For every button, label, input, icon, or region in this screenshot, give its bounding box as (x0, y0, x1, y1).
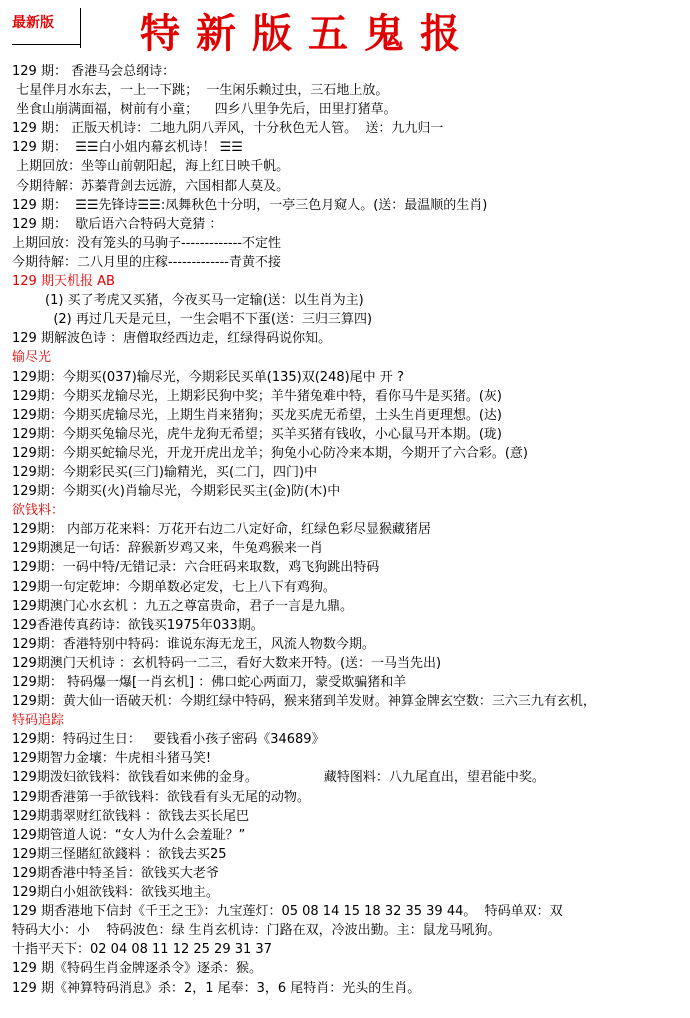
text-line: 129期： 特码爆一爆[一肖玄机] ：佛口蛇心两面刀，蒙受欺骗猪和羊 (12, 675, 407, 690)
text-line: (1) 买了考虎又买猪，今夜买马一定输(送：以生肖为主) (12, 293, 364, 309)
text-line: 129 期： ☰☰先锋诗☰☰:凤舞秋色十分明，一亭三色月窥人。(送：最温顺的生肖) (12, 197, 488, 213)
text-line: 今期待解：苏蓁背剑去远游，六国相都人莫及。 (12, 178, 290, 194)
text-line: 129 期解波色诗 ：唐僧取经西边走，红绿得码说你知。 (12, 331, 332, 347)
section-heading: 129 期天机报 AB (12, 274, 115, 290)
text-line: 坐食山崩满面福，树前有小童； 四乡八里争先后，田里打猪草。 (12, 102, 397, 118)
text-line: 129期：今期买蛇输尽光，开龙开虎出龙羊；狗兔小心防冷来本期，今期开了六合彩。(意) (12, 445, 528, 461)
text-line: 129 期《神算特码消息》杀：2，1 尾奉：3，6 尾特肖：光头的生肖。 (12, 980, 421, 996)
text-line: 129期： 内部万花来料：万花开右边二八定好命，红绿色彩尽显猴藏猪居 (12, 522, 431, 538)
page-title: 特新版五鬼报 (140, 10, 476, 57)
text-line: 129期：香港特别中特码：谁说东海无龙王，风流人物数今期。 (12, 636, 375, 652)
text-line: 129香港传真药诗：欲钱买1975年033期。 (12, 617, 264, 633)
text-line: 129期香港中特圣旨：欲钱买大老爷 (12, 865, 219, 881)
text-line: 129期：今期买(火)肖输尽光，今期彩民买主(金)防(木)中 (12, 484, 341, 500)
text-line: 特码大小：小 特码波色：绿 生肖玄机诗：门路在双，冷波出勤。主：鼠龙马吼狗。 (12, 923, 501, 939)
text-line: 129期：一码中特/无错记录：六合旺码来取数，鸡飞狗跳出特码 (12, 560, 380, 576)
text-line: 上期回放：没有笼头的马驹子-------------不定性 (12, 235, 281, 251)
text-line: 129期：今期买龙输尽光，上期彩民狗中奖；羊牛猪兔难中特，看你马牛是买猪。(灰) (12, 388, 502, 404)
text-line: 129期白小姐欲钱料：欲钱买地主。 (12, 885, 219, 901)
text-line: 129期香港第一手欲钱料：欲钱看有头无尾的动物。 (12, 789, 310, 805)
header (0, 0, 690, 62)
text-line: 129期澳门天机诗 ：玄机特码一二三，看好大数来开特。(送：一马当先出) (12, 655, 442, 671)
text-line: (2) 再过几天是元旦，一生会唱不下蛋(送：三归三算四) (12, 312, 373, 328)
text-line: 129期：今期买虎输尽光，上期生肖来猪狗；买龙买虎无希望，土头生肖更理想。(达) (12, 407, 502, 423)
text-line: 129 期《特码生肖金牌逐杀令》逐杀：猴。 (12, 961, 262, 977)
text-line: 129期：今期买兔输尽光，虎牛龙狗无希望；买羊买猪有钱收，小心鼠马开本期。(珑) (12, 426, 502, 442)
badge-divider-horizontal (12, 44, 80, 45)
text-line: 129 期： 歇后语六合特码大竟猜 ： (12, 216, 223, 232)
text-line: 129期智力金壤：牛虎相斗猪马笑! (12, 751, 212, 767)
text-line: 129期翡翠财红欲钱料 ：欲钱去买长尾巴 (12, 808, 249, 824)
text-line: 129期：今期彩民买(三门)输精光，买(二门，四门)中 (12, 464, 318, 480)
text-line: 上期回放：坐等山前朝阳起，海上红日映千帆。 (12, 159, 290, 175)
text-line: 129期三怪賭紅欲錢料 ：欲钱去买25 (12, 846, 227, 862)
text-line: 129期一句定乾坤：今期单数必定发，七上八下有鸡狗。 (12, 579, 336, 595)
section-heading: 欲钱料： (12, 503, 65, 519)
section-heading: 输尽光 (12, 350, 52, 366)
text-line: 129 期香港地下信封《千王之王》：九宝莲灯：05 08 14 15 18 32 35 39 44。 特码单双：双 (12, 904, 563, 920)
text-line: 129期澳足一句话：辞猴新岁鸡又来，牛兔鸡猴来一肖 (12, 541, 323, 557)
text-line: 今期待解：二八月里的庄稼-------------青黄不接 (12, 254, 281, 270)
text-line: 129期：今期买(037)输尽光，今期彩民买单(135)双(248)尾中 开 ? (12, 369, 404, 385)
text-line: 129期管道人说：“女人为什么会羞耻？” (12, 827, 246, 843)
text-line: 129 期： ☰☰白小姐内幕玄机诗！ ☰☰ (12, 140, 243, 156)
text-line: 129期澳门心水玄机 ：九五之尊富贵命，君子一言是九鼎。 (12, 598, 353, 614)
text-line: 七星伴月水东去，一上一下跳； 一生闲乐赖过虫，三石地上放。 (12, 83, 389, 99)
text-line: 129 期： 香港马会总纲诗： (12, 64, 176, 79)
content-body (12, 62, 688, 998)
edition-badge: 最新版 (12, 15, 54, 31)
section-heading: 特码追踪 (12, 713, 65, 729)
text-line: 129期：特码过生日： 要钱看小孩子密码《34689》 (12, 732, 325, 748)
text-line: 129 期： 正版天机诗：二地九阴八弄风，十分秋色无人管。 送：九九归一 (12, 121, 444, 137)
text-line: 129期：黄大仙一语破天机：今期红绿中特码，猴来猪到羊发财。神算金牌玄空数：三六三九有玄机， (12, 694, 596, 710)
text-line: 129期泼妇欲钱料：欲钱看如来佛的金身。 藏特图料：八九尾直出，望君能中奖。 (12, 770, 545, 786)
badge-divider-vertical (80, 8, 81, 48)
text-line: 十指平天下：02 04 08 11 12 25 29 31 37 (12, 942, 272, 958)
